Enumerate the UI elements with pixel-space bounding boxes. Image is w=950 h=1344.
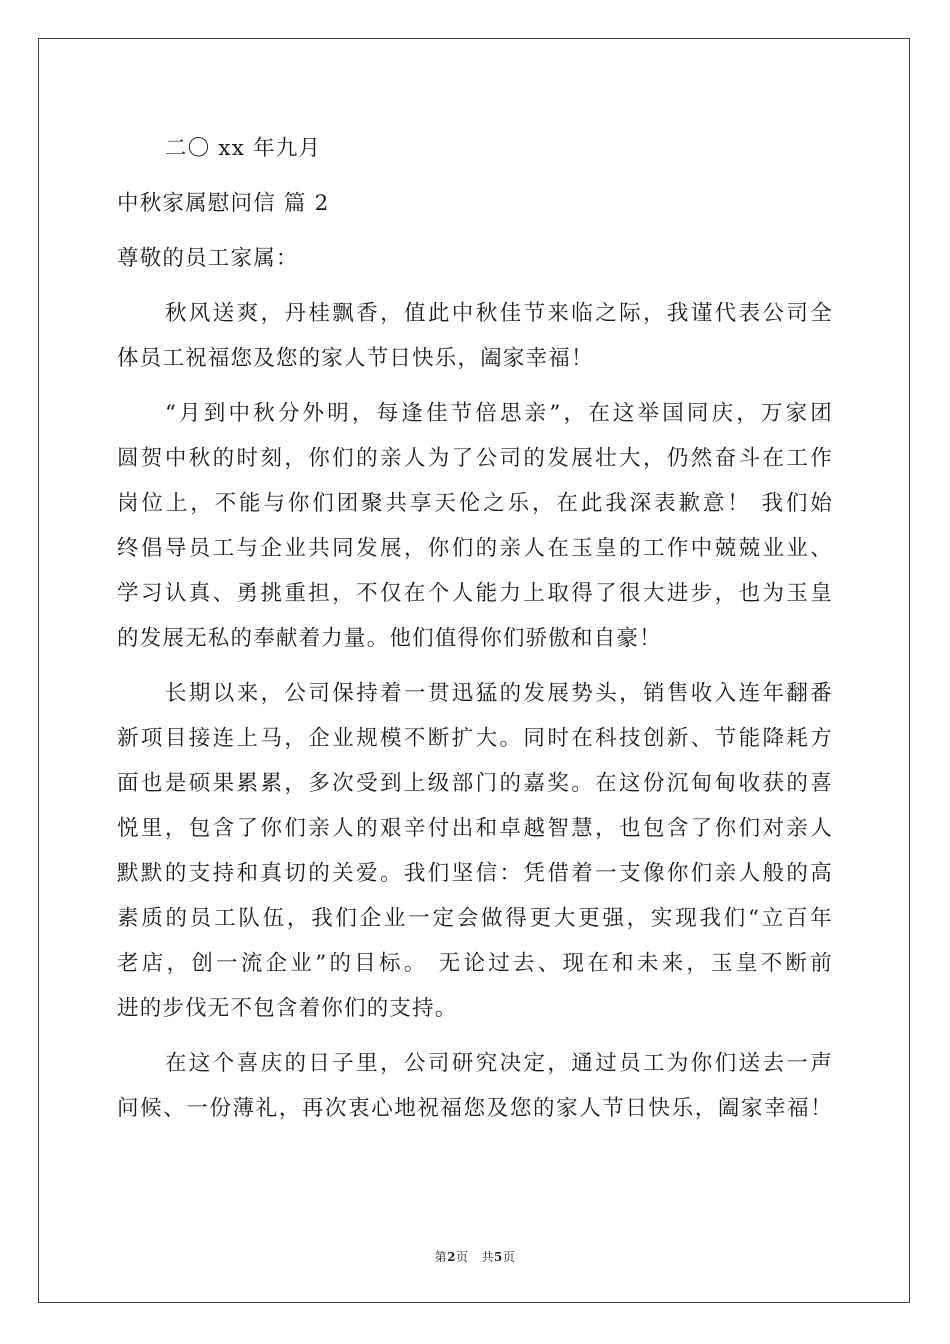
page-number-footer bbox=[0, 1248, 950, 1265]
total-label-prefix: 共 bbox=[481, 1250, 494, 1264]
paragraph-line: 终倡导员工与企业共同发展，你们的亲人在玉皇的工作中兢兢业业、 bbox=[117, 536, 833, 561]
paragraph-line: 体员工祝福您及您的家人节日快乐，阖家幸福！ bbox=[117, 346, 594, 371]
current-page-number: 2 bbox=[447, 1250, 456, 1264]
date-line: 二〇 xx 年九月 bbox=[165, 136, 322, 161]
page-label-suffix: 页 bbox=[456, 1250, 469, 1264]
paragraph-2 bbox=[117, 391, 833, 661]
paragraph-line: 岗位上，不能与你们团聚共享天伦之乐，在此我深表歉意！ 我们始 bbox=[117, 491, 833, 516]
salutation: 尊敬的员工家属： bbox=[117, 246, 299, 271]
paragraph-line: “月到中秋分外明，每逢佳节倍思亲”，在这举国同庆，万家团 bbox=[165, 401, 833, 426]
paragraph-4 bbox=[117, 1041, 833, 1131]
paragraph-line: 进的步伐无不包含着你们的支持。 bbox=[117, 996, 458, 1021]
paragraph-line: 圆贺中秋的时刻，你们的亲人为了公司的发展壮大，仍然奋斗在工作 bbox=[117, 446, 833, 471]
paragraph-3 bbox=[117, 671, 833, 1031]
letter-title: 中秋家属慰问信 篇 2 bbox=[117, 191, 330, 216]
letter-body bbox=[117, 126, 833, 1131]
paragraph-line: 默默的支持和真切的关爱。我们坚信：凭借着一支像你们亲人般的高 bbox=[117, 861, 833, 886]
paragraph-line: 老店，创一流企业”的目标。 无论过去、现在和未来，玉皇不断前 bbox=[117, 951, 833, 976]
paragraph-line: 新项目接连上马，企业规模不断扩大。同时在科技创新、节能降耗方 bbox=[117, 726, 833, 751]
paragraph-line: 学习认真、勇挑重担，不仅在个人能力上取得了很大进步，也为玉皇 bbox=[117, 581, 833, 606]
page-label-prefix: 第 bbox=[434, 1250, 448, 1264]
paragraph-line: 素质的员工队伍，我们企业一定会做得更大更强，实现我们“立百年 bbox=[117, 906, 833, 931]
paragraph-1 bbox=[117, 291, 833, 381]
paragraph-line: 悦里，包含了你们亲人的艰辛付出和卓越智慧，也包含了你们对亲人 bbox=[117, 816, 833, 841]
paragraph-line: 面也是硕果累累，多次受到上级部门的嘉奖。在这份沉甸甸收获的喜 bbox=[117, 771, 833, 796]
paragraph-line: 问候、一份薄礼，再次衷心地祝福您及您的家人节日快乐，阖家幸福！ bbox=[117, 1096, 833, 1121]
paragraph-line: 秋风送爽，丹桂飘香，值此中秋佳节来临之际，我谨代表公司全 bbox=[165, 301, 833, 326]
total-page-number: 5 bbox=[493, 1250, 503, 1264]
paragraph-line: 长期以来，公司保持着一贯迅猛的发展势头，销售收入连年翻番 bbox=[165, 681, 833, 706]
total-label-suffix: 页 bbox=[502, 1250, 516, 1264]
paragraph-line: 的发展无私的奉献着力量。他们值得你们骄傲和自豪！ bbox=[117, 626, 662, 651]
paragraph-line: 在这个喜庆的日子里，公司研究决定，通过员工为你们送去一声 bbox=[165, 1051, 833, 1076]
